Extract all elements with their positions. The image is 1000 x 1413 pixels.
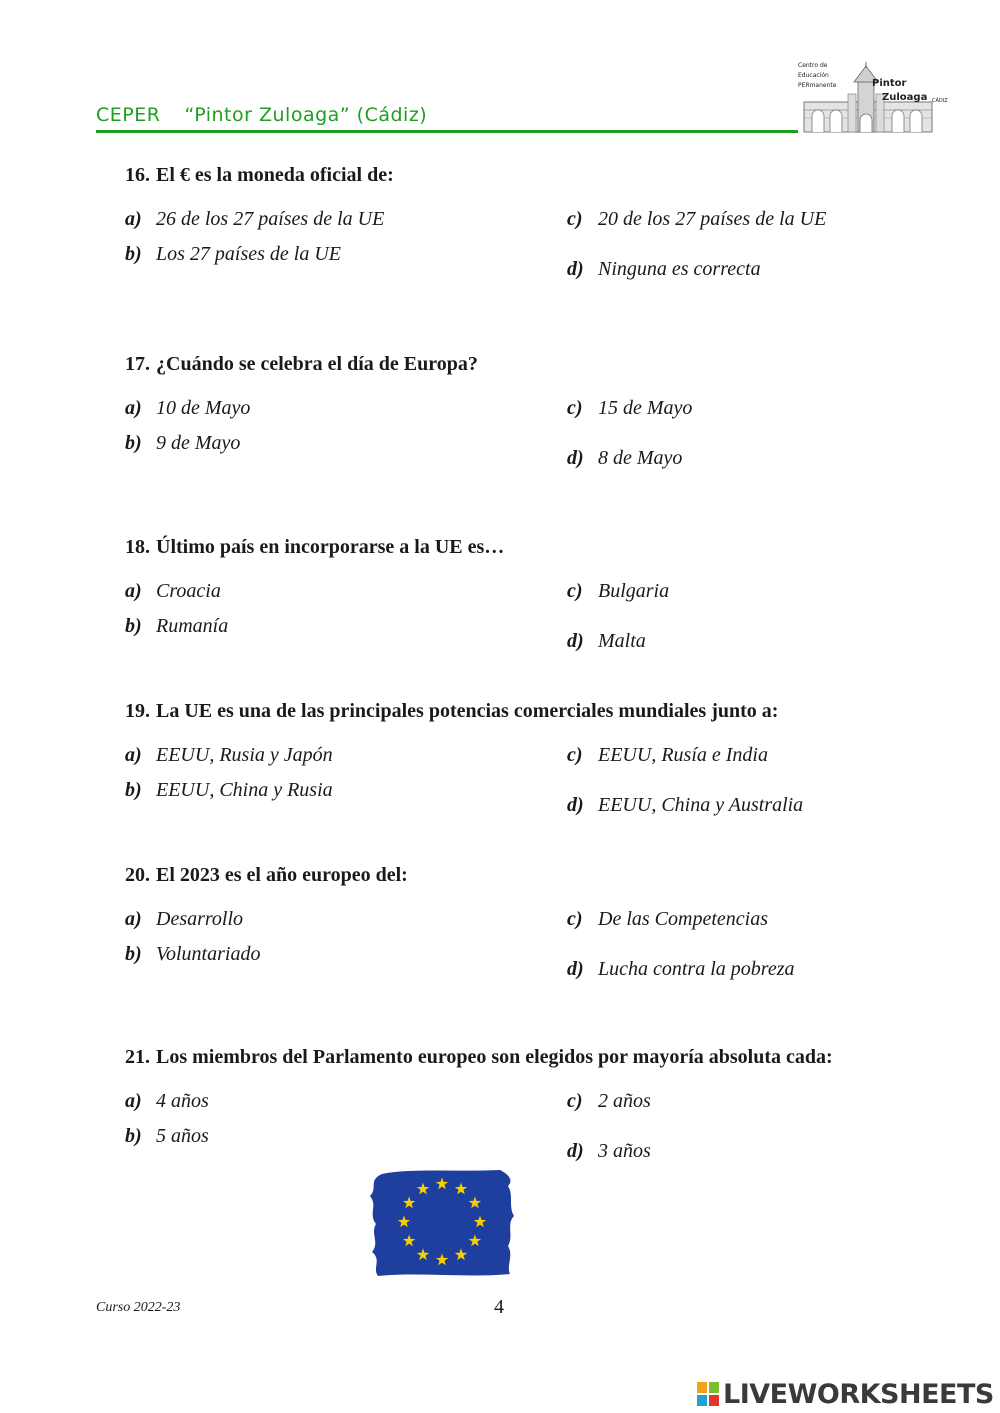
option-a[interactable]	[125, 580, 221, 603]
option-letter: b)	[125, 1125, 142, 1147]
option-letter: c)	[567, 744, 583, 766]
option-c[interactable]	[567, 208, 826, 231]
school-short: CEPER	[96, 104, 161, 126]
option-text: Rumanía	[156, 615, 229, 637]
question-title	[125, 1046, 833, 1069]
option-d[interactable]	[567, 630, 646, 653]
option-c[interactable]	[567, 908, 768, 931]
school-logo	[796, 60, 948, 136]
option-letter: a)	[125, 580, 142, 602]
question-number: 17.	[125, 353, 150, 375]
option-letter: d)	[567, 1140, 584, 1162]
option-c[interactable]	[567, 397, 692, 420]
logo-line-2: Educación	[798, 72, 829, 79]
option-text: 26 de los 27 países de la UE	[156, 208, 385, 230]
option-a[interactable]	[125, 908, 243, 931]
school-name: “Pintor Zuloaga” (Cádiz)	[184, 104, 428, 126]
option-text: 3 años	[598, 1140, 651, 1162]
logo-name-1: Pintor	[872, 78, 907, 89]
option-letter: c)	[567, 397, 583, 419]
question-title	[125, 164, 394, 187]
option-text: Desarrollo	[156, 908, 244, 930]
option-letter: b)	[125, 943, 142, 965]
option-d[interactable]	[567, 447, 682, 470]
liveworksheets-logo[interactable]	[696, 1376, 994, 1412]
logo-line-3: PERmanente	[798, 82, 837, 89]
option-text: EEUU, Rusía e India	[598, 744, 768, 766]
question-title	[125, 864, 408, 887]
option-text: Los 27 países de la UE	[156, 243, 341, 265]
option-text: Ninguna es correcta	[598, 258, 761, 280]
option-letter: a)	[125, 1090, 142, 1112]
question-number: 16.	[125, 164, 150, 186]
question-text: Los miembros del Parlamento europeo son elegidos por mayoría absoluta cada:	[156, 1046, 833, 1068]
option-b[interactable]	[125, 1125, 209, 1148]
option-text: 10 de Mayo	[156, 397, 251, 419]
option-text: 4 años	[156, 1090, 209, 1112]
question-text: El € es la moneda oficial de:	[156, 164, 394, 186]
option-text: 8 de Mayo	[598, 447, 683, 469]
option-letter: c)	[567, 208, 583, 230]
question-title	[125, 536, 504, 559]
option-letter: d)	[567, 958, 584, 980]
question-number: 18.	[125, 536, 150, 558]
option-text: EEUU, China y Rusia	[156, 779, 333, 801]
option-letter: c)	[567, 908, 583, 930]
option-text: 5 años	[156, 1125, 209, 1147]
option-text: Voluntariado	[156, 943, 261, 965]
question-text: Último país en incorporarse a la UE es…	[156, 536, 505, 558]
option-letter: a)	[125, 744, 142, 766]
option-letter: b)	[125, 779, 142, 801]
header-divider	[96, 130, 798, 133]
option-text: 9 de Mayo	[156, 432, 241, 454]
header-title	[96, 104, 427, 126]
option-letter: a)	[125, 908, 142, 930]
option-letter: d)	[567, 794, 584, 816]
option-c[interactable]	[567, 1090, 651, 1113]
logo-line-1: Centro de	[798, 62, 828, 69]
option-letter: c)	[567, 1090, 583, 1112]
option-b[interactable]	[125, 779, 333, 802]
option-c[interactable]	[567, 580, 669, 603]
option-text: 15 de Mayo	[598, 397, 693, 419]
option-text: 20 de los 27 países de la UE	[598, 208, 827, 230]
liveworksheets-text: LIVEWORKSHEETS	[723, 1378, 994, 1410]
logo-name-2: Zuloaga	[882, 92, 928, 103]
option-text: Malta	[598, 630, 646, 652]
option-d[interactable]	[567, 258, 761, 281]
option-b[interactable]	[125, 432, 240, 455]
question-number: 19.	[125, 700, 150, 722]
question-text: ¿Cuándo se celebra el día de Europa?	[156, 353, 478, 375]
option-letter: a)	[125, 397, 142, 419]
option-text: Bulgaria	[598, 580, 670, 602]
option-c[interactable]	[567, 744, 768, 767]
option-d[interactable]	[567, 794, 803, 817]
question-text: El 2023 es el año europeo del:	[156, 864, 408, 886]
option-text: EEUU, China y Australia	[598, 794, 804, 816]
option-b[interactable]	[125, 243, 341, 266]
page-number: 4	[494, 1296, 504, 1318]
option-a[interactable]	[125, 208, 384, 231]
option-a[interactable]	[125, 744, 333, 767]
question-number: 21.	[125, 1046, 150, 1068]
option-letter: b)	[125, 243, 142, 265]
logo-vertical-text: CÁDIZ	[932, 98, 948, 104]
option-text: 2 años	[598, 1090, 651, 1112]
course-label: Curso 2022-23	[96, 1300, 181, 1315]
option-text: EEUU, Rusia y Japón	[156, 744, 333, 766]
option-letter: d)	[567, 258, 584, 280]
option-letter: b)	[125, 432, 142, 454]
option-b[interactable]	[125, 615, 228, 638]
question-text: La UE es una de las principales potencias comerciales mundiales junto a:	[156, 700, 779, 722]
option-letter: b)	[125, 615, 142, 637]
option-text: Lucha contra la pobreza	[598, 958, 795, 980]
question-number: 20.	[125, 864, 150, 886]
question-title	[125, 353, 478, 376]
option-a[interactable]	[125, 397, 250, 420]
liveworksheets-icon	[696, 1381, 720, 1407]
option-d[interactable]	[567, 1140, 651, 1163]
option-a[interactable]	[125, 1090, 209, 1113]
option-text: De las Competencias	[598, 908, 768, 930]
option-letter: a)	[125, 208, 142, 230]
question-title	[125, 700, 778, 723]
option-letter: d)	[567, 447, 584, 469]
option-text: Croacia	[156, 580, 221, 602]
option-d[interactable]	[567, 958, 794, 981]
eu-flag-icon	[368, 1166, 516, 1278]
option-letter: c)	[567, 580, 583, 602]
option-b[interactable]	[125, 943, 260, 966]
option-letter: d)	[567, 630, 584, 652]
